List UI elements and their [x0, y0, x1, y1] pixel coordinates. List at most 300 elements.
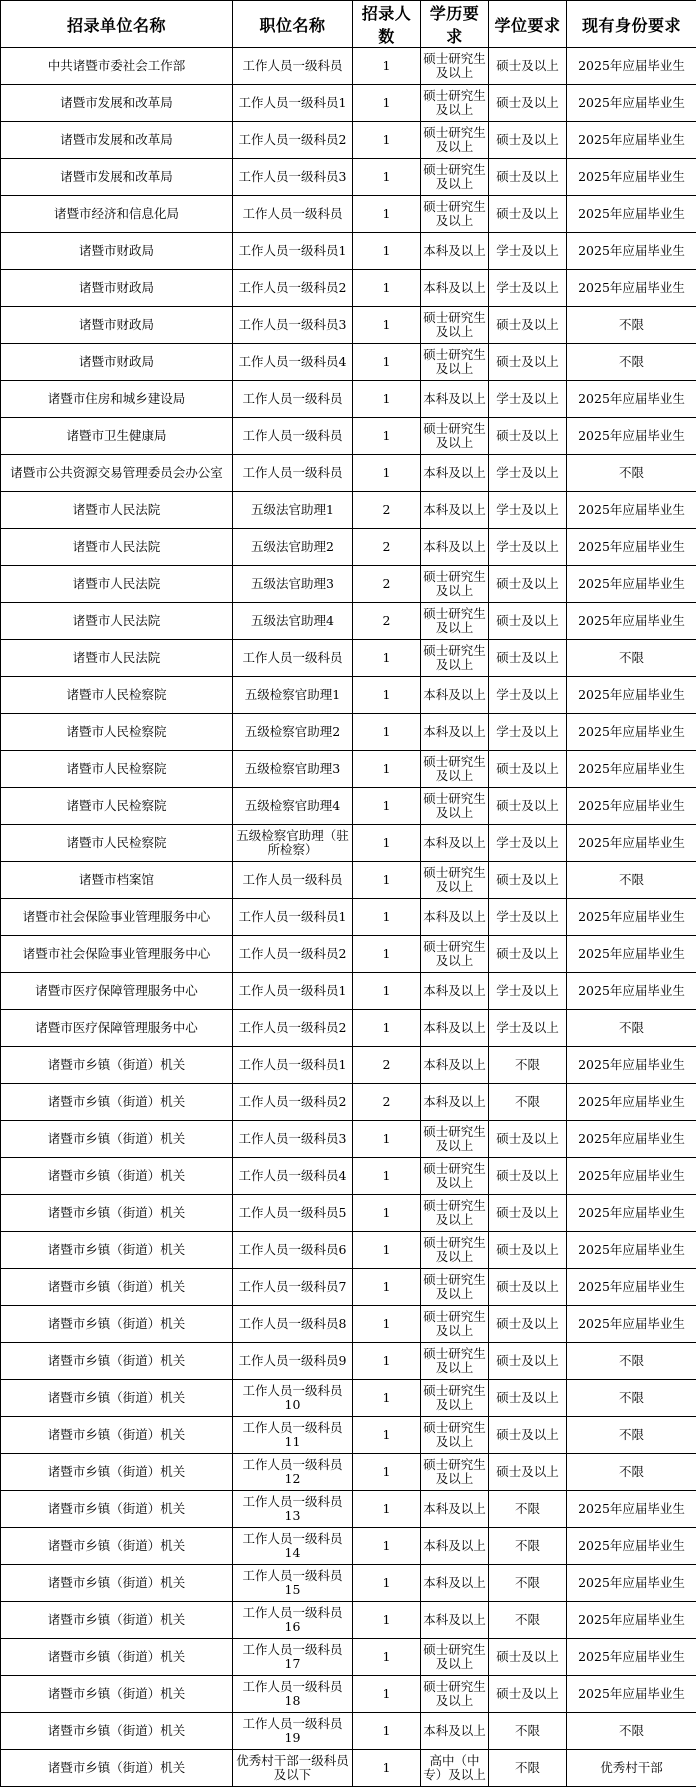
table-row	[1, 825, 696, 862]
cell-count: 1	[353, 1343, 421, 1380]
cell-degree: 学士及以上	[489, 492, 567, 529]
cell-education: 硕士研究生及以上	[421, 1639, 489, 1676]
table-row	[1, 1306, 696, 1343]
cell-degree: 不限	[489, 1084, 567, 1121]
cell-degree: 不限	[489, 1047, 567, 1084]
cell-status: 不限	[567, 1343, 696, 1380]
cell-status: 2025年应届毕业生	[567, 1491, 696, 1528]
cell-count: 1	[353, 1676, 421, 1713]
cell-education: 硕士研究生及以上	[421, 1195, 489, 1232]
cell-count: 1	[353, 1528, 421, 1565]
cell-degree: 学士及以上	[489, 455, 567, 492]
cell-count: 1	[353, 1417, 421, 1454]
table-row	[1, 307, 696, 344]
cell-education: 硕士研究生及以上	[421, 85, 489, 122]
cell-status: 2025年应届毕业生	[567, 825, 696, 862]
cell-degree: 硕士及以上	[489, 751, 567, 788]
cell-count: 2	[353, 492, 421, 529]
cell-degree: 学士及以上	[489, 825, 567, 862]
table-row	[1, 1084, 696, 1121]
cell-status: 2025年应届毕业生	[567, 1602, 696, 1639]
cell-education: 硕士研究生及以上	[421, 1417, 489, 1454]
cell-position: 工作人员一级科员18	[233, 1676, 353, 1713]
table-row	[1, 751, 696, 788]
cell-unit: 诸暨市乡镇（街道）机关	[1, 1121, 233, 1158]
cell-unit: 诸暨市发展和改革局	[1, 122, 233, 159]
cell-status: 2025年应届毕业生	[567, 714, 696, 751]
cell-count: 1	[353, 677, 421, 714]
cell-education: 硕士研究生及以上	[421, 788, 489, 825]
cell-unit: 诸暨市乡镇（街道）机关	[1, 1084, 233, 1121]
cell-position: 五级检察官助理3	[233, 751, 353, 788]
cell-degree: 学士及以上	[489, 1010, 567, 1047]
table-row	[1, 529, 696, 566]
cell-count: 1	[353, 196, 421, 233]
cell-unit: 诸暨市财政局	[1, 344, 233, 381]
cell-unit: 诸暨市乡镇（街道）机关	[1, 1528, 233, 1565]
cell-position: 工作人员一级科员1	[233, 1047, 353, 1084]
cell-count: 1	[353, 233, 421, 270]
cell-count: 2	[353, 1084, 421, 1121]
cell-status: 2025年应届毕业生	[567, 899, 696, 936]
table-row	[1, 270, 696, 307]
cell-status: 2025年应届毕业生	[567, 122, 696, 159]
cell-unit: 诸暨市医疗保障管理服务中心	[1, 1010, 233, 1047]
cell-count: 1	[353, 455, 421, 492]
table-row	[1, 85, 696, 122]
cell-status: 2025年应届毕业生	[567, 1676, 696, 1713]
cell-unit: 诸暨市乡镇（街道）机关	[1, 1232, 233, 1269]
cell-unit: 诸暨市乡镇（街道）机关	[1, 1713, 233, 1750]
cell-position: 工作人员一级科员15	[233, 1565, 353, 1602]
table-row	[1, 566, 696, 603]
cell-count: 1	[353, 1380, 421, 1417]
table-row	[1, 788, 696, 825]
cell-degree: 不限	[489, 1565, 567, 1602]
cell-education: 本科及以上	[421, 233, 489, 270]
cell-count: 1	[353, 1195, 421, 1232]
table-row	[1, 862, 696, 899]
cell-education: 硕士研究生及以上	[421, 1158, 489, 1195]
cell-position: 工作人员一级科员6	[233, 1232, 353, 1269]
cell-unit: 诸暨市财政局	[1, 307, 233, 344]
table-row	[1, 640, 696, 677]
cell-count: 1	[353, 85, 421, 122]
cell-education: 硕士研究生及以上	[421, 640, 489, 677]
cell-position: 工作人员一级科员14	[233, 1528, 353, 1565]
cell-status: 2025年应届毕业生	[567, 1306, 696, 1343]
cell-education: 硕士研究生及以上	[421, 1121, 489, 1158]
cell-education: 本科及以上	[421, 492, 489, 529]
cell-unit: 诸暨市乡镇（街道）机关	[1, 1750, 233, 1787]
cell-degree: 不限	[489, 1602, 567, 1639]
cell-unit: 诸暨市乡镇（街道）机关	[1, 1417, 233, 1454]
cell-degree: 硕士及以上	[489, 1343, 567, 1380]
cell-status: 2025年应届毕业生	[567, 788, 696, 825]
cell-unit: 诸暨市人民法院	[1, 640, 233, 677]
cell-status: 2025年应届毕业生	[567, 1121, 696, 1158]
cell-unit: 诸暨市乡镇（街道）机关	[1, 1676, 233, 1713]
cell-status: 2025年应届毕业生	[567, 936, 696, 973]
cell-status: 不限	[567, 307, 696, 344]
cell-count: 1	[353, 1491, 421, 1528]
cell-count: 1	[353, 640, 421, 677]
cell-position: 工作人员一级科员19	[233, 1713, 353, 1750]
table-row	[1, 1417, 696, 1454]
cell-degree: 硕士及以上	[489, 566, 567, 603]
cell-status: 不限	[567, 1417, 696, 1454]
cell-count: 1	[353, 122, 421, 159]
cell-position: 工作人员一级科员17	[233, 1639, 353, 1676]
table-row	[1, 1232, 696, 1269]
cell-unit: 诸暨市社会保险事业管理服务中心	[1, 899, 233, 936]
table-row	[1, 122, 696, 159]
cell-degree: 硕士及以上	[489, 196, 567, 233]
cell-count: 1	[353, 825, 421, 862]
cell-education: 本科及以上	[421, 381, 489, 418]
cell-position: 工作人员一级科员	[233, 418, 353, 455]
cell-status: 2025年应届毕业生	[567, 973, 696, 1010]
cell-unit: 诸暨市人民法院	[1, 492, 233, 529]
cell-degree: 学士及以上	[489, 529, 567, 566]
cell-degree: 学士及以上	[489, 233, 567, 270]
cell-degree: 硕士及以上	[489, 1676, 567, 1713]
cell-degree: 硕士及以上	[489, 1306, 567, 1343]
cell-status: 2025年应届毕业生	[567, 381, 696, 418]
table-row	[1, 1528, 696, 1565]
table-row	[1, 381, 696, 418]
cell-degree: 不限	[489, 1528, 567, 1565]
cell-unit: 诸暨市乡镇（街道）机关	[1, 1454, 233, 1491]
cell-position: 工作人员一级科员3	[233, 307, 353, 344]
cell-degree: 不限	[489, 1750, 567, 1787]
cell-education: 本科及以上	[421, 455, 489, 492]
cell-degree: 硕士及以上	[489, 344, 567, 381]
cell-degree: 硕士及以上	[489, 1195, 567, 1232]
cell-position: 五级法官助理2	[233, 529, 353, 566]
cell-position: 工作人员一级科员	[233, 196, 353, 233]
cell-education: 硕士研究生及以上	[421, 122, 489, 159]
cell-unit: 诸暨市医疗保障管理服务中心	[1, 973, 233, 1010]
cell-education: 本科及以上	[421, 1047, 489, 1084]
table-row	[1, 1343, 696, 1380]
cell-unit: 诸暨市乡镇（街道）机关	[1, 1565, 233, 1602]
cell-unit: 中共诸暨市委社会工作部	[1, 48, 233, 85]
cell-position: 优秀村干部一级科员及以下	[233, 1750, 353, 1787]
cell-count: 1	[353, 307, 421, 344]
cell-unit: 诸暨市人民检察院	[1, 825, 233, 862]
cell-status: 2025年应届毕业生	[567, 751, 696, 788]
cell-education: 硕士研究生及以上	[421, 1454, 489, 1491]
table-row	[1, 1454, 696, 1491]
cell-education: 硕士研究生及以上	[421, 344, 489, 381]
cell-education: 本科及以上	[421, 1528, 489, 1565]
cell-status: 2025年应届毕业生	[567, 492, 696, 529]
cell-degree: 硕士及以上	[489, 48, 567, 85]
cell-status: 2025年应届毕业生	[567, 159, 696, 196]
cell-count: 1	[353, 1121, 421, 1158]
cell-status: 2025年应届毕业生	[567, 1084, 696, 1121]
cell-education: 硕士研究生及以上	[421, 566, 489, 603]
table-row	[1, 159, 696, 196]
cell-count: 1	[353, 1010, 421, 1047]
cell-education: 本科及以上	[421, 1084, 489, 1121]
cell-education: 本科及以上	[421, 714, 489, 751]
cell-position: 工作人员一级科员9	[233, 1343, 353, 1380]
cell-count: 1	[353, 1232, 421, 1269]
cell-status: 2025年应届毕业生	[567, 1047, 696, 1084]
table-row	[1, 714, 696, 751]
cell-count: 2	[353, 603, 421, 640]
cell-count: 2	[353, 566, 421, 603]
cell-status: 2025年应届毕业生	[567, 48, 696, 85]
cell-count: 1	[353, 1158, 421, 1195]
table-row	[1, 1047, 696, 1084]
cell-unit: 诸暨市人民法院	[1, 566, 233, 603]
cell-status: 2025年应届毕业生	[567, 566, 696, 603]
cell-status: 不限	[567, 1454, 696, 1491]
cell-count: 2	[353, 529, 421, 566]
cell-unit: 诸暨市乡镇（街道）机关	[1, 1343, 233, 1380]
cell-status: 2025年应届毕业生	[567, 1565, 696, 1602]
cell-count: 1	[353, 973, 421, 1010]
table-row	[1, 455, 696, 492]
cell-education: 本科及以上	[421, 677, 489, 714]
cell-count: 1	[353, 159, 421, 196]
cell-count: 1	[353, 1454, 421, 1491]
cell-unit: 诸暨市乡镇（街道）机关	[1, 1602, 233, 1639]
cell-degree: 硕士及以上	[489, 640, 567, 677]
cell-count: 1	[353, 751, 421, 788]
table-header	[1, 1, 696, 48]
cell-education: 硕士研究生及以上	[421, 862, 489, 899]
cell-unit: 诸暨市人民检察院	[1, 714, 233, 751]
cell-education: 本科及以上	[421, 1602, 489, 1639]
cell-education: 本科及以上	[421, 973, 489, 1010]
cell-education: 高中（中专）及以上	[421, 1750, 489, 1787]
cell-count: 1	[353, 1269, 421, 1306]
cell-count: 1	[353, 788, 421, 825]
cell-education: 硕士研究生及以上	[421, 603, 489, 640]
cell-position: 五级检察官助理2	[233, 714, 353, 751]
cell-unit: 诸暨市乡镇（街道）机关	[1, 1047, 233, 1084]
cell-status: 2025年应届毕业生	[567, 418, 696, 455]
cell-degree: 硕士及以上	[489, 85, 567, 122]
cell-position: 工作人员一级科员1	[233, 973, 353, 1010]
cell-status: 2025年应届毕业生	[567, 529, 696, 566]
cell-count: 1	[353, 1750, 421, 1787]
header-count: 招录人数	[353, 1, 421, 48]
header-row	[1, 1, 696, 48]
cell-education: 硕士研究生及以上	[421, 1269, 489, 1306]
cell-position: 工作人员一级科员12	[233, 1454, 353, 1491]
cell-degree: 硕士及以上	[489, 1417, 567, 1454]
cell-position: 工作人员一级科员1	[233, 233, 353, 270]
cell-status: 2025年应届毕业生	[567, 677, 696, 714]
cell-unit: 诸暨市档案馆	[1, 862, 233, 899]
cell-position: 工作人员一级科员7	[233, 1269, 353, 1306]
cell-education: 本科及以上	[421, 899, 489, 936]
cell-position: 工作人员一级科员1	[233, 85, 353, 122]
table-row	[1, 973, 696, 1010]
cell-degree: 学士及以上	[489, 714, 567, 751]
cell-education: 本科及以上	[421, 1713, 489, 1750]
cell-degree: 学士及以上	[489, 973, 567, 1010]
cell-degree: 硕士及以上	[489, 1158, 567, 1195]
cell-status: 2025年应届毕业生	[567, 603, 696, 640]
cell-unit: 诸暨市社会保险事业管理服务中心	[1, 936, 233, 973]
cell-degree: 硕士及以上	[489, 1639, 567, 1676]
cell-status: 2025年应届毕业生	[567, 270, 696, 307]
cell-position: 五级法官助理3	[233, 566, 353, 603]
cell-unit: 诸暨市公共资源交易管理委员会办公室	[1, 455, 233, 492]
cell-status: 不限	[567, 1380, 696, 1417]
cell-education: 硕士研究生及以上	[421, 1343, 489, 1380]
table-row	[1, 1380, 696, 1417]
cell-degree: 学士及以上	[489, 381, 567, 418]
header-status: 现有身份要求	[567, 1, 696, 48]
cell-unit: 诸暨市乡镇（街道）机关	[1, 1269, 233, 1306]
cell-status: 2025年应届毕业生	[567, 196, 696, 233]
cell-degree: 不限	[489, 1491, 567, 1528]
cell-count: 1	[353, 344, 421, 381]
cell-education: 本科及以上	[421, 1565, 489, 1602]
cell-degree: 硕士及以上	[489, 1269, 567, 1306]
table-row	[1, 196, 696, 233]
cell-count: 2	[353, 1047, 421, 1084]
table-row	[1, 1750, 696, 1787]
table-row	[1, 1602, 696, 1639]
cell-position: 工作人员一级科员1	[233, 899, 353, 936]
cell-status: 2025年应届毕业生	[567, 233, 696, 270]
cell-education: 硕士研究生及以上	[421, 1676, 489, 1713]
cell-position: 工作人员一级科员2	[233, 936, 353, 973]
cell-unit: 诸暨市卫生健康局	[1, 418, 233, 455]
table-row	[1, 603, 696, 640]
cell-count: 1	[353, 899, 421, 936]
cell-degree: 硕士及以上	[489, 1121, 567, 1158]
cell-position: 工作人员一级科员5	[233, 1195, 353, 1232]
cell-position: 工作人员一级科员2	[233, 270, 353, 307]
cell-unit: 诸暨市财政局	[1, 270, 233, 307]
header-degree: 学位要求	[489, 1, 567, 48]
cell-position: 五级检察官助理4	[233, 788, 353, 825]
cell-degree: 硕士及以上	[489, 788, 567, 825]
cell-degree: 硕士及以上	[489, 122, 567, 159]
cell-position: 工作人员一级科员	[233, 381, 353, 418]
table-row	[1, 1713, 696, 1750]
table-row	[1, 1121, 696, 1158]
cell-unit: 诸暨市人民检察院	[1, 751, 233, 788]
cell-status: 2025年应届毕业生	[567, 1639, 696, 1676]
cell-status: 不限	[567, 1010, 696, 1047]
table-row	[1, 1639, 696, 1676]
table-row	[1, 1491, 696, 1528]
cell-unit: 诸暨市乡镇（街道）机关	[1, 1380, 233, 1417]
cell-status: 2025年应届毕业生	[567, 1232, 696, 1269]
cell-unit: 诸暨市乡镇（街道）机关	[1, 1639, 233, 1676]
cell-position: 工作人员一级科员10	[233, 1380, 353, 1417]
cell-degree: 硕士及以上	[489, 418, 567, 455]
cell-education: 硕士研究生及以上	[421, 1306, 489, 1343]
cell-degree: 不限	[489, 1713, 567, 1750]
cell-education: 本科及以上	[421, 825, 489, 862]
cell-status: 不限	[567, 455, 696, 492]
cell-degree: 学士及以上	[489, 677, 567, 714]
cell-status: 不限	[567, 862, 696, 899]
cell-position: 五级检察官助理1	[233, 677, 353, 714]
cell-education: 硕士研究生及以上	[421, 196, 489, 233]
cell-position: 工作人员一级科员2	[233, 1084, 353, 1121]
cell-degree: 硕士及以上	[489, 603, 567, 640]
header-unit: 招录单位名称	[1, 1, 233, 48]
cell-position: 工作人员一级科员16	[233, 1602, 353, 1639]
cell-unit: 诸暨市人民检察院	[1, 677, 233, 714]
cell-status: 优秀村干部	[567, 1750, 696, 1787]
cell-unit: 诸暨市乡镇（街道）机关	[1, 1195, 233, 1232]
cell-degree: 硕士及以上	[489, 1454, 567, 1491]
cell-education: 本科及以上	[421, 529, 489, 566]
cell-status: 2025年应届毕业生	[567, 1528, 696, 1565]
table-row	[1, 899, 696, 936]
cell-position: 工作人员一级科员2	[233, 122, 353, 159]
cell-education: 硕士研究生及以上	[421, 936, 489, 973]
table-row	[1, 677, 696, 714]
cell-unit: 诸暨市乡镇（街道）机关	[1, 1306, 233, 1343]
table-row	[1, 1269, 696, 1306]
cell-status: 不限	[567, 344, 696, 381]
cell-education: 硕士研究生及以上	[421, 159, 489, 196]
cell-count: 1	[353, 936, 421, 973]
table-row	[1, 1195, 696, 1232]
cell-position: 工作人员一级科员3	[233, 159, 353, 196]
cell-status: 2025年应届毕业生	[567, 1158, 696, 1195]
cell-degree: 学士及以上	[489, 270, 567, 307]
cell-education: 本科及以上	[421, 270, 489, 307]
cell-status: 2025年应届毕业生	[567, 85, 696, 122]
table-row	[1, 344, 696, 381]
cell-position: 五级法官助理4	[233, 603, 353, 640]
header-education: 学历要求	[421, 1, 489, 48]
cell-count: 1	[353, 1565, 421, 1602]
header-position: 职位名称	[233, 1, 353, 48]
cell-count: 1	[353, 1713, 421, 1750]
table-row	[1, 418, 696, 455]
cell-unit: 诸暨市住房和城乡建设局	[1, 381, 233, 418]
cell-status: 2025年应届毕业生	[567, 1269, 696, 1306]
cell-position: 工作人员一级科员3	[233, 1121, 353, 1158]
cell-position: 工作人员一级科员	[233, 48, 353, 85]
cell-count: 1	[353, 1306, 421, 1343]
cell-unit: 诸暨市财政局	[1, 233, 233, 270]
cell-unit: 诸暨市乡镇（街道）机关	[1, 1491, 233, 1528]
cell-position: 工作人员一级科员13	[233, 1491, 353, 1528]
cell-position: 工作人员一级科员4	[233, 1158, 353, 1195]
cell-degree: 硕士及以上	[489, 862, 567, 899]
cell-unit: 诸暨市发展和改革局	[1, 85, 233, 122]
cell-degree: 硕士及以上	[489, 159, 567, 196]
cell-position: 五级检察官助理（驻所检察）	[233, 825, 353, 862]
cell-unit: 诸暨市人民检察院	[1, 788, 233, 825]
table-row	[1, 233, 696, 270]
table-row	[1, 936, 696, 973]
table-row	[1, 492, 696, 529]
cell-degree: 学士及以上	[489, 899, 567, 936]
cell-status: 2025年应届毕业生	[567, 1195, 696, 1232]
cell-count: 1	[353, 862, 421, 899]
cell-education: 硕士研究生及以上	[421, 418, 489, 455]
cell-count: 1	[353, 714, 421, 751]
